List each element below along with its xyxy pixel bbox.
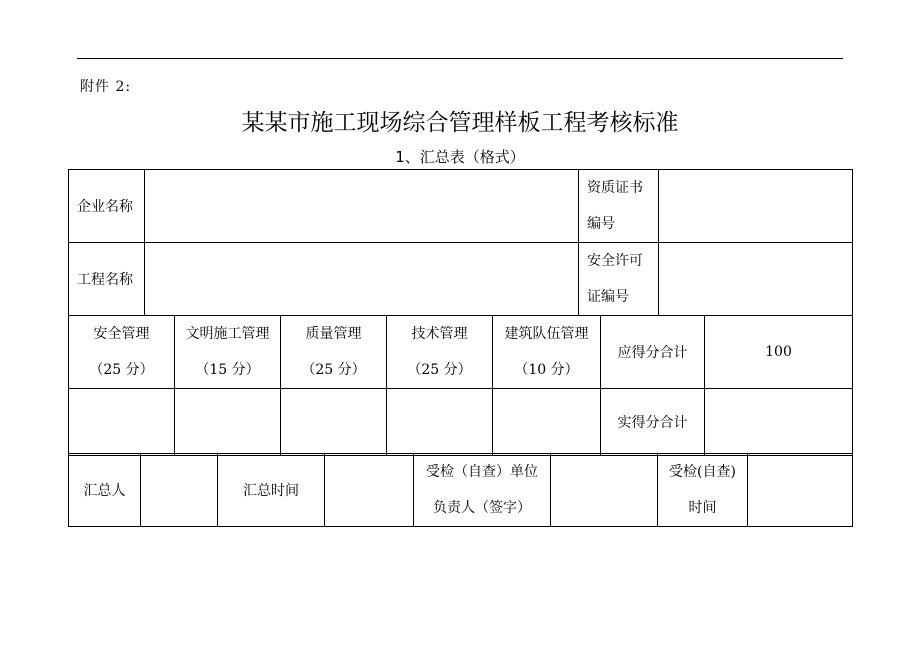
- actual-total-value-cell[interactable]: [705, 389, 853, 456]
- qualification-label: 资质证书 编号: [579, 170, 659, 243]
- safety-score-cell[interactable]: [69, 389, 175, 456]
- expected-total-label: 应得分合计: [601, 316, 705, 389]
- civilized-score-cell[interactable]: [175, 389, 281, 456]
- expected-total-value: 100: [705, 316, 853, 389]
- safety-permit-value-cell[interactable]: [659, 243, 853, 316]
- info-table: [68, 169, 853, 316]
- signoff-row: [69, 454, 853, 527]
- company-value-cell[interactable]: [145, 170, 579, 243]
- project-row: [69, 243, 853, 316]
- category-civilized-construction: 文明施工管理 （15 分）: [175, 316, 281, 389]
- technical-score-cell[interactable]: [387, 389, 493, 456]
- signoff-table: [68, 453, 853, 527]
- inspected-unit-signature-cell[interactable]: [551, 454, 658, 527]
- summary-time-label: 汇总时间: [218, 454, 325, 527]
- actual-total-label: 实得分合计: [601, 389, 705, 456]
- category-technical: 技术管理 （25 分）: [387, 316, 493, 389]
- scores-table: [68, 315, 853, 456]
- category-safety: 安全管理 （25 分）: [69, 316, 175, 389]
- quality-score-cell[interactable]: [281, 389, 387, 456]
- inspected-unit-label: 受检（自查）单位 负责人（签字）: [414, 454, 551, 527]
- page-title: 某某市施工现场综合管理样板工程考核标准: [241, 110, 679, 136]
- summarizer-label: 汇总人: [69, 454, 141, 527]
- header-rule: [77, 58, 843, 59]
- page-subtitle: 1、汇总表（格式）: [395, 148, 525, 166]
- project-label: 工程名称: [69, 243, 145, 316]
- summary-time-value-cell[interactable]: [325, 454, 414, 527]
- company-label: 企业名称: [69, 170, 145, 243]
- safety-permit-label: 安全许可 证编号: [579, 243, 659, 316]
- inspected-time-label: 受检(自查) 时间: [658, 454, 748, 527]
- attachment-label: 附件 2:: [80, 79, 132, 95]
- company-row: [69, 170, 853, 243]
- category-team: 建筑队伍管理 （10 分）: [493, 316, 601, 389]
- qualification-value-cell[interactable]: [659, 170, 853, 243]
- project-value-cell[interactable]: [145, 243, 579, 316]
- scores-value-row: [69, 389, 853, 456]
- category-quality: 质量管理 （25 分）: [281, 316, 387, 389]
- summarizer-value-cell[interactable]: [141, 454, 218, 527]
- team-score-cell[interactable]: [493, 389, 601, 456]
- scores-header-row: [69, 316, 853, 389]
- inspected-time-value-cell[interactable]: [748, 454, 853, 527]
